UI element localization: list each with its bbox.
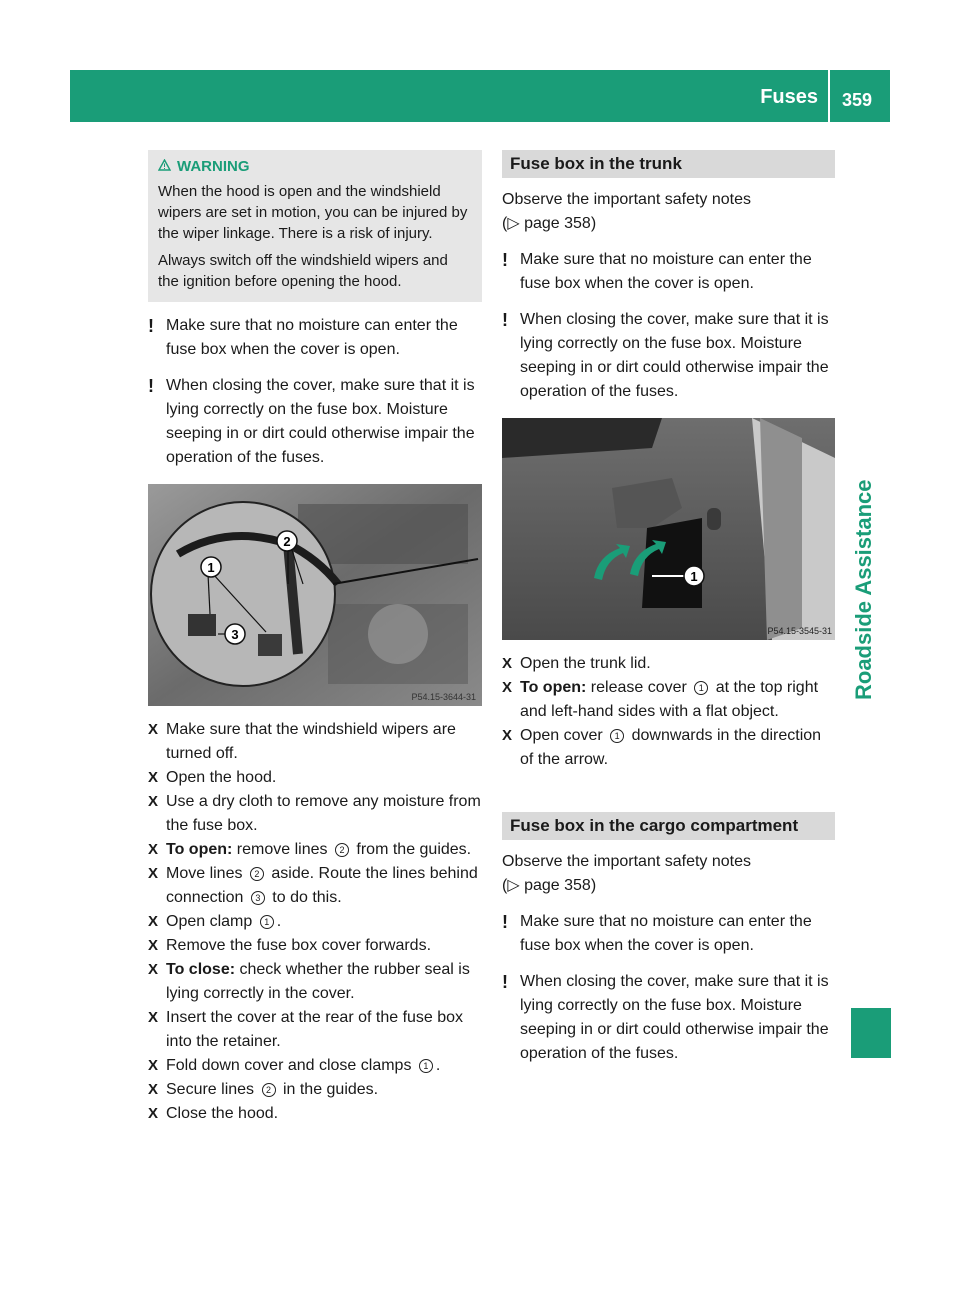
callout-1-ref: 1 <box>610 729 624 743</box>
callout-2-ref: 2 <box>250 867 264 881</box>
step-marker-icon: X <box>148 937 159 954</box>
step-text: Insert the cover at the rear of the fuse box into the retainer. <box>166 1009 464 1050</box>
step-marker-icon: X <box>148 793 159 810</box>
step <box>148 790 482 838</box>
step-text: from the guides. <box>351 841 472 858</box>
note-moisture <box>502 910 835 958</box>
page-ref-link[interactable]: page 358) <box>524 877 597 894</box>
note-closing <box>148 374 482 470</box>
step-text: Move lines <box>166 865 247 882</box>
callout-2-ref: 2 <box>335 843 349 857</box>
page-ref-arrow-icon: (▷ <box>502 877 525 894</box>
photo-code: P54.15-3644-31 <box>411 692 476 702</box>
callout-1-label: 1 <box>207 560 215 575</box>
cargo-section-heading: Fuse box in the cargo compartment <box>502 812 835 840</box>
hood-steps <box>148 718 482 1126</box>
note-closing <box>502 308 835 404</box>
trunk-section-heading: Fuse box in the trunk <box>502 150 835 178</box>
step-marker-icon: X <box>148 913 159 930</box>
step-text: Close the hood. <box>166 1105 279 1122</box>
exclamation-icon: ! <box>502 250 508 270</box>
left-column <box>148 150 482 1126</box>
callout-3-label: 3 <box>231 627 239 642</box>
note-closing <box>502 970 835 1066</box>
step-label: To close: <box>166 961 236 978</box>
intro-text: Observe the important safety notes <box>502 853 752 870</box>
callout-2-ref: 2 <box>262 1083 276 1097</box>
warning-heading <box>158 158 472 175</box>
step <box>502 724 835 772</box>
note-text: Make sure that no moisture can enter the fuse box when the cover is open. <box>520 251 812 292</box>
step-text: Open the hood. <box>166 769 277 786</box>
step-text: Remove the fuse box cover forwards. <box>166 937 432 954</box>
step-text: Fold down cover and close clamps <box>166 1057 416 1074</box>
exclamation-icon: ! <box>148 316 154 336</box>
step-text: Open cover <box>520 727 608 744</box>
step-text: aside. Route the lines behind connection <box>166 865 478 906</box>
step-text: Make sure that the windshield wipers are turned off. <box>166 721 456 762</box>
side-tab-label: Roadside Assistance <box>851 479 876 700</box>
step-text: . <box>276 913 282 930</box>
right-column <box>502 150 835 1066</box>
step-text: at the top right and left-hand sides with a flat object. <box>520 679 819 720</box>
cargo-intro <box>502 850 835 898</box>
step-text: Open the trunk lid. <box>520 655 651 672</box>
side-tab-marker <box>851 1008 891 1058</box>
step-marker-icon: X <box>148 1057 159 1074</box>
step <box>148 1006 482 1054</box>
note-text: When closing the cover, make sure that it is lying correctly on the fuse box. Moisture seeping in or dirt could otherwise impair the operation of the fuses. <box>166 377 475 466</box>
step-text: in the guides. <box>278 1081 379 1098</box>
step-marker-icon: X <box>148 865 159 882</box>
note-text: Make sure that no moisture can enter the fuse box when the cover is open. <box>166 317 458 358</box>
page-number: 359 <box>842 90 873 110</box>
exclamation-icon: ! <box>502 912 508 932</box>
note-moisture <box>148 314 482 362</box>
step-marker-icon: X <box>148 769 159 786</box>
note-text: When closing the cover, make sure that it is lying correctly on the fuse box. Moisture seeping in or dirt could otherwise impair the operation of the fuses. <box>520 311 829 400</box>
note-text: When closing the cover, make sure that it is lying correctly on the fuse box. Moisture seeping in or dirt could otherwise impair the operation of the fuses. <box>520 973 829 1062</box>
step-marker-icon: X <box>502 655 513 672</box>
step-text: Use a dry cloth to remove any moisture from the fuse box. <box>166 793 481 834</box>
exclamation-icon: ! <box>502 972 508 992</box>
step <box>148 958 482 1006</box>
trunk-intro <box>502 188 835 236</box>
callout-1-ref: 1 <box>419 1059 433 1073</box>
step <box>502 652 835 676</box>
step-marker-icon: X <box>148 1009 159 1026</box>
photo-code: P54.15-3545-31 <box>767 626 832 636</box>
step-marker-icon: X <box>502 727 513 744</box>
step-text: release cover <box>586 679 692 696</box>
step <box>502 676 835 724</box>
step <box>148 910 482 934</box>
step-marker-icon: X <box>148 1081 159 1098</box>
step-text: Secure lines <box>166 1081 259 1098</box>
step-label: To open: <box>520 679 587 696</box>
header-divider <box>828 70 830 122</box>
step-text: . <box>435 1057 441 1074</box>
step <box>148 862 482 910</box>
step-marker-icon: X <box>502 679 513 696</box>
step-marker-icon: X <box>148 721 159 738</box>
callout-2-label: 2 <box>283 534 291 549</box>
engine-compartment-photo <box>148 484 482 706</box>
step <box>148 1102 482 1126</box>
callout-1-ref: 1 <box>260 915 274 929</box>
step-marker-icon: X <box>148 1105 159 1122</box>
warning-box <box>148 150 482 302</box>
step-label: To open: <box>166 841 233 858</box>
page-ref-link[interactable]: page 358) <box>524 215 597 232</box>
warning-triangle-icon <box>158 158 171 175</box>
step-text: downwards in the direction of the arrow. <box>520 727 822 768</box>
exclamation-icon: ! <box>502 310 508 330</box>
trunk-steps <box>502 652 835 772</box>
warning-title: WARNING <box>177 158 250 175</box>
step <box>148 1054 482 1078</box>
note-moisture <box>502 248 835 296</box>
step <box>148 934 482 958</box>
section-title: Fuses <box>760 86 818 108</box>
callout-1-ref: 1 <box>694 681 708 695</box>
exclamation-icon: ! <box>148 376 154 396</box>
callout-1-label: 1 <box>690 569 698 584</box>
step <box>148 838 482 862</box>
step <box>148 1078 482 1102</box>
step-text: check whether the rubber seal is lying correctly in the cover. <box>166 961 470 1002</box>
step-text: Open clamp <box>166 913 257 930</box>
step-marker-icon: X <box>148 961 159 978</box>
note-text: Make sure that no moisture can enter the fuse box when the cover is open. <box>520 913 812 954</box>
step <box>148 718 482 766</box>
page-ref-arrow-icon: (▷ <box>502 215 525 232</box>
intro-text: Observe the important safety notes <box>502 191 752 208</box>
step-marker-icon: X <box>148 841 159 858</box>
trunk-photo <box>502 418 835 640</box>
callout-3-ref: 3 <box>251 891 265 905</box>
step-text: remove lines <box>232 841 332 858</box>
warning-text-2: Always switch off the windshield wipers and the ignition before opening the hood. <box>158 252 448 290</box>
step <box>148 766 482 790</box>
step-text: to do this. <box>267 889 342 906</box>
warning-text-1: When the hood is open and the windshield wipers are set in motion, you can be injured by the wiper linkage. There is a risk of injury. <box>158 183 468 242</box>
